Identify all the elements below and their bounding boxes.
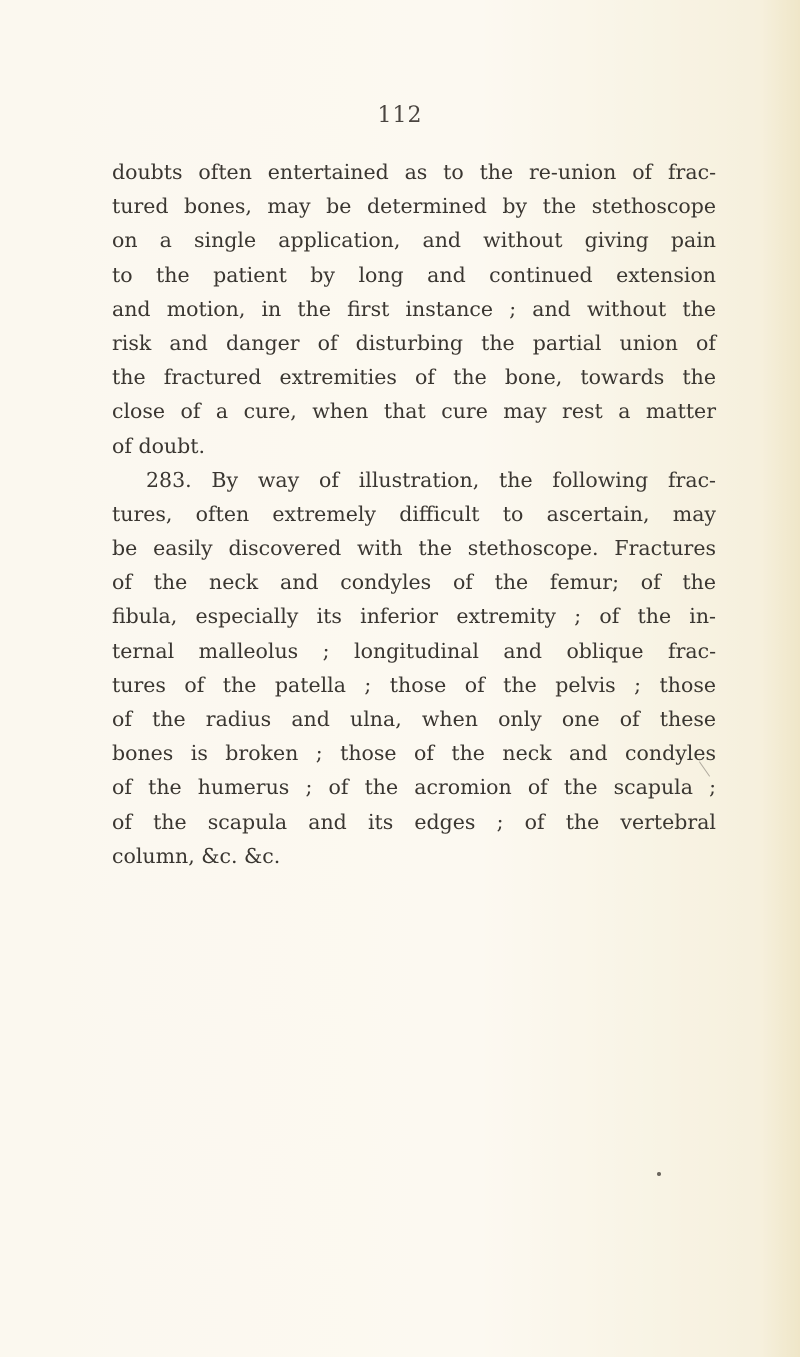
text-line: tures, often extremely difficult to ascertain, may xyxy=(112,501,716,526)
text-line: and motion, in the first instance ; and without the xyxy=(112,296,716,321)
text-line: of doubt. xyxy=(112,433,205,458)
text-line: tured bones, may be determined by the stethoscope xyxy=(112,194,716,219)
text-line: to the patient by long and continued extension xyxy=(112,262,716,287)
text-line: of the neck and condyles of the femur; of the xyxy=(112,570,716,595)
text-line: doubts often entertained as to the re-union of frac- xyxy=(112,160,716,184)
text-line: risk and danger of disturbing the partial union of xyxy=(112,330,716,355)
text-line: of the humerus ; of the acromion of the scapula ; xyxy=(112,775,716,800)
paper-speck xyxy=(657,1172,661,1176)
page-number: 112 xyxy=(377,103,423,128)
text-line: close of a cure, when that cure may rest a matter xyxy=(112,399,716,424)
text-line: the fractured extremities of the bone, towards the xyxy=(112,365,716,390)
text-line: ternal malleolus ; longitudinal and oblique frac- xyxy=(112,638,716,663)
paragraph-start-line: 283. By way of illustration, the following frac- xyxy=(146,467,716,492)
text-line: be easily discovered with the stethoscope. Fractures xyxy=(112,536,716,561)
text-line: fibula, especially its inferior extremity ; of the in- xyxy=(112,604,716,629)
text-line: tures of the patella ; those of the pelvis ; those xyxy=(112,672,716,697)
text-line: of the scapula and its edges ; of the vertebral xyxy=(112,809,716,834)
text-line: column, &c. &c. xyxy=(112,843,281,868)
body-text xyxy=(112,155,716,873)
text-line: bones is broken ; those of the neck and condyles xyxy=(112,741,716,766)
text-line: on a single application, and without giving pain xyxy=(112,228,716,253)
text-line: of the radius and ulna, when only one of these xyxy=(112,707,716,731)
